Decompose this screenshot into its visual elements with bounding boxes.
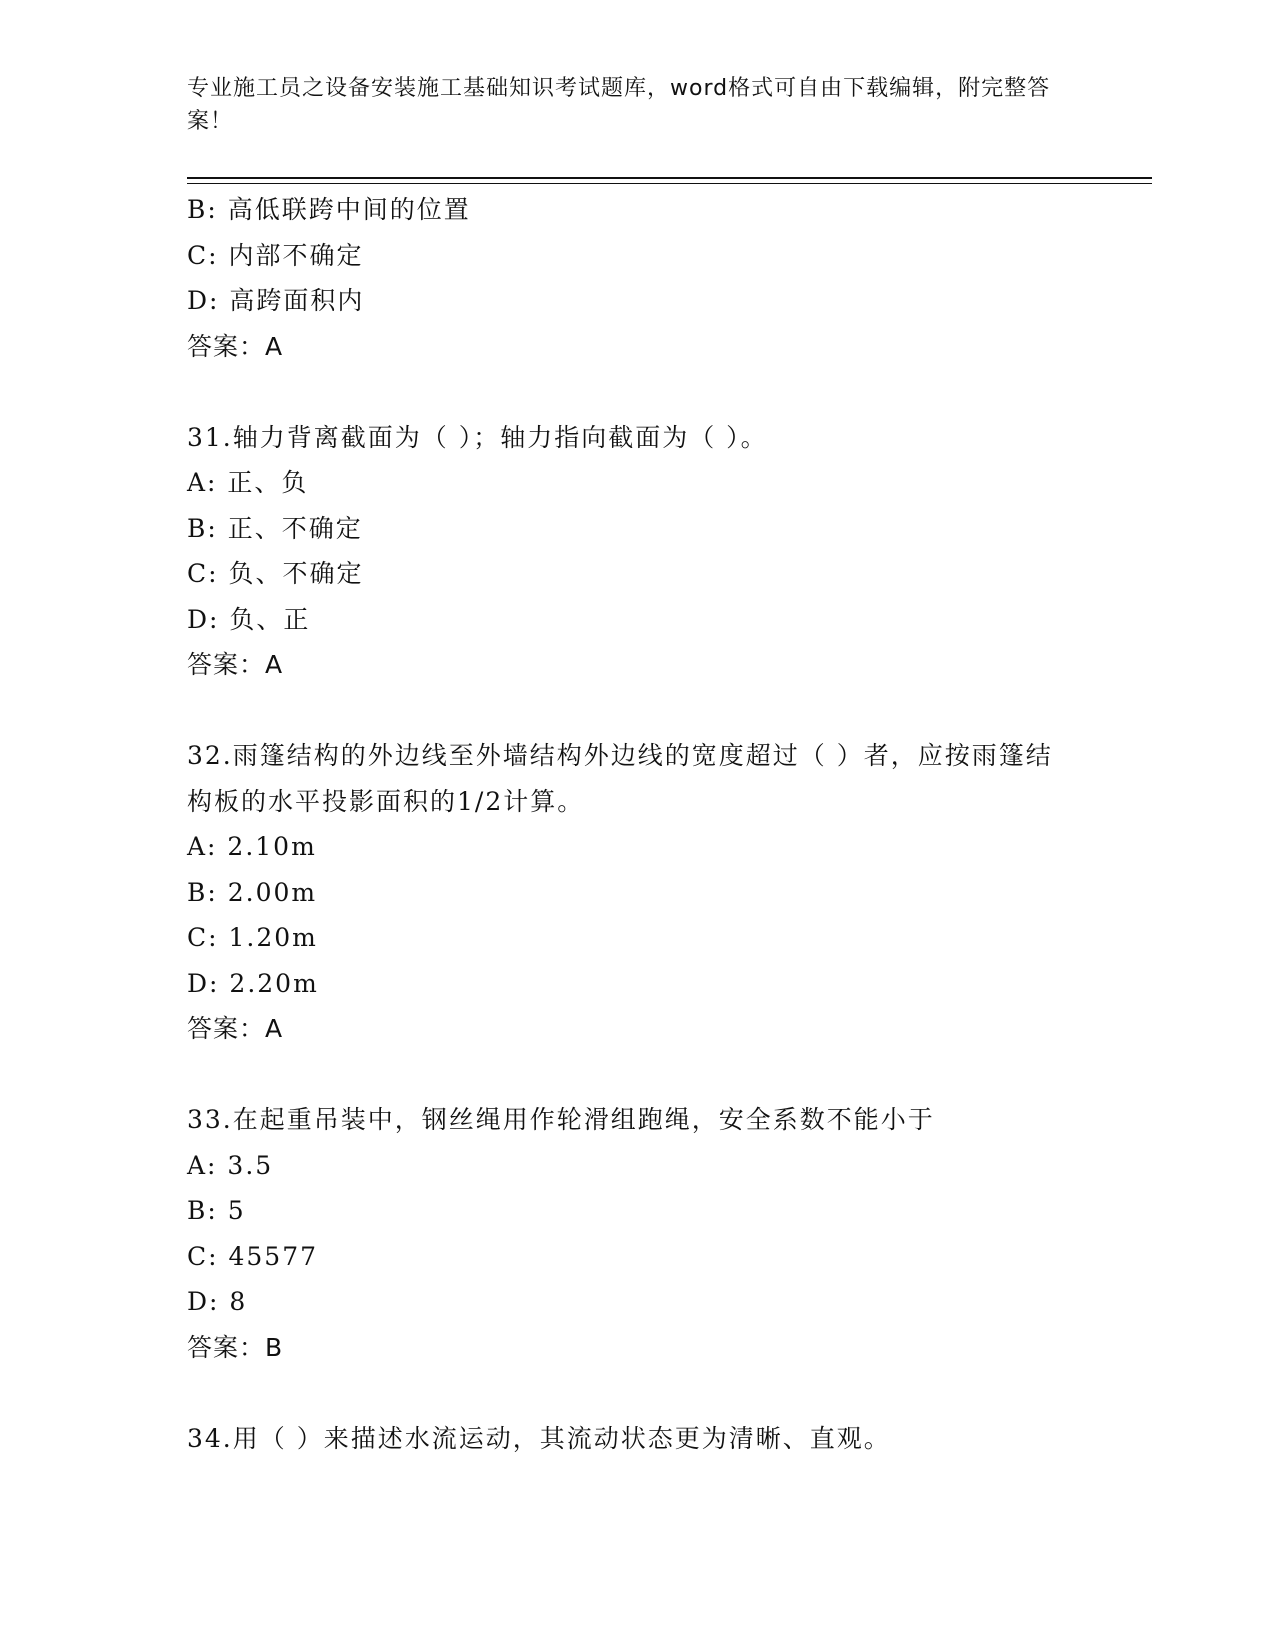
question-block-34 <box>187 1416 1087 1462</box>
header-divider <box>187 177 1152 179</box>
option-d: D: 负、正 <box>187 604 311 634</box>
option-b: B: 正、不确定 <box>187 513 363 543</box>
question-stem: 32.雨篷结构的外边线至外墙结构外边线的宽度超过（ ）者，应按雨篷结构板的水平投影面积的1/2计算。 <box>187 741 1053 816</box>
option-d: D: 2.20m <box>187 968 319 998</box>
option-a: A: 2.10m <box>187 832 317 861</box>
document-header <box>187 72 1067 138</box>
question-block-31 <box>187 415 1087 688</box>
option-c: C: 内部不确定 <box>187 240 364 270</box>
question-stem: 34.用（ ）来描述水流运动，其流动状态更为清晰、直观。 <box>187 1423 891 1453</box>
header-title: 专业施工员之设备安装施工基础知识考试题库，word格式可自由下载编辑，附完整答案！ <box>187 76 1051 134</box>
answer-line: 答案：A <box>187 650 284 679</box>
option-d: D: 高跨面积内 <box>187 286 365 315</box>
question-block-32 <box>187 733 1087 1052</box>
question-stem: 31.轴力背离截面为（ ）；轴力指向截面为（ ）。 <box>187 422 768 452</box>
question-block-30 <box>187 187 1087 369</box>
option-a: A: 3.5 <box>187 1150 274 1180</box>
answer-line: 答案：B <box>187 1332 284 1362</box>
option-c: C: 1.20m <box>187 923 318 952</box>
answer-line: 答案：A <box>187 331 284 361</box>
option-d: D: 8 <box>187 1287 248 1316</box>
question-list <box>187 187 1087 1461</box>
option-c: C: 45577 <box>187 1241 319 1271</box>
answer-line: 答案：A <box>187 1014 284 1043</box>
option-b: B: 高低联跨中间的位置 <box>187 195 471 224</box>
option-b: B: 2.00m <box>187 877 318 907</box>
question-stem: 33.在起重吊装中，钢丝绳用作轮滑组跑绳，安全系数不能小于 <box>187 1105 935 1134</box>
question-block-33 <box>187 1097 1087 1370</box>
header-divider-thin <box>187 183 1152 184</box>
option-a: A: 正、负 <box>187 468 309 497</box>
option-b: B: 5 <box>187 1196 246 1225</box>
option-c: C: 负、不确定 <box>187 559 364 588</box>
